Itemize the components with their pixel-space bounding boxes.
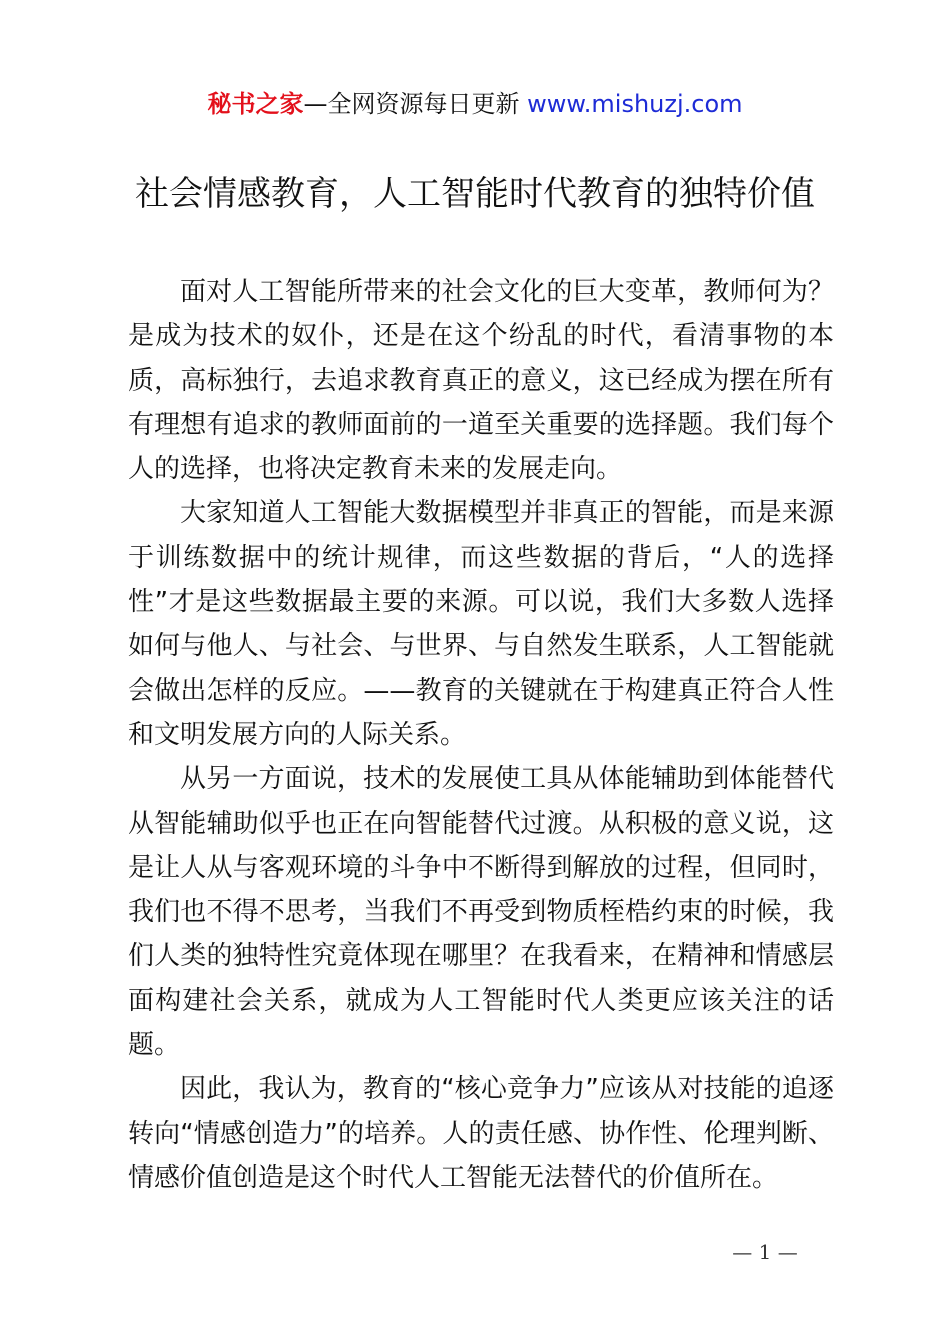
paragraph-4: 因此，我认为，教育的“核心竞争力”应该从对技能的追逐转向“情感创造力”的培养。人的责任感、协作性、伦理判断、情感价值创造是这个时代人工智能无法替代的价值所在。: [128, 1074, 834, 1193]
paragraph-3: 从另一方面说，技术的发展使工具从体能辅助到体能替代从智能辅助似乎也正在向智能替代过渡。从积极的意义说，这是让人从与客观环境的斗争中不断得到解放的过程，但同时，我们也不得不思考，当我们不再受到物质桎梏约束的时候，我们人类的独特性究竟体现在哪里？在我看来，在精神和情感层面构建社会关系，就成为人工智能时代人类更应该关注的话题。: [128, 764, 834, 1061]
paragraph-1: 面对人工智能所带来的社会文化的巨大变革，教师何为？是成为技术的奴仆，还是在这个纷乱的时代，看清事物的本质，高标独行，去追求教育真正的意义，这已经成为摆在所有有理想有追求的教师面前的一道至关重要的选择题。我们每个人的选择，也将决定教育未来的发展走向。: [128, 277, 834, 485]
paragraph-2: 大家知道人工智能大数据模型并非真正的智能，而是来源于训练数据中的统计规律，而这些数据的背后，“人的选择性”才是这些数据最主要的来源。可以说，我们大多数人选择如何与他人、与社会、与世界、与自然发生联系，人工智能就会做出怎样的反应。——教育的关键就在于构建真正符合人性和文明发展方向的人际关系。: [128, 498, 834, 750]
article-body: [128, 270, 834, 1200]
site-brand: 秘书之家: [207, 90, 304, 118]
page-number: — 1 —: [732, 1240, 798, 1264]
site-tagline: —全网资源每日更新: [303, 90, 528, 118]
site-header: [0, 88, 950, 120]
site-url-link[interactable]: www.mishuzj.com: [527, 90, 743, 118]
article-title: 社会情感教育，人工智能时代教育的独特价值: [135, 174, 815, 214]
